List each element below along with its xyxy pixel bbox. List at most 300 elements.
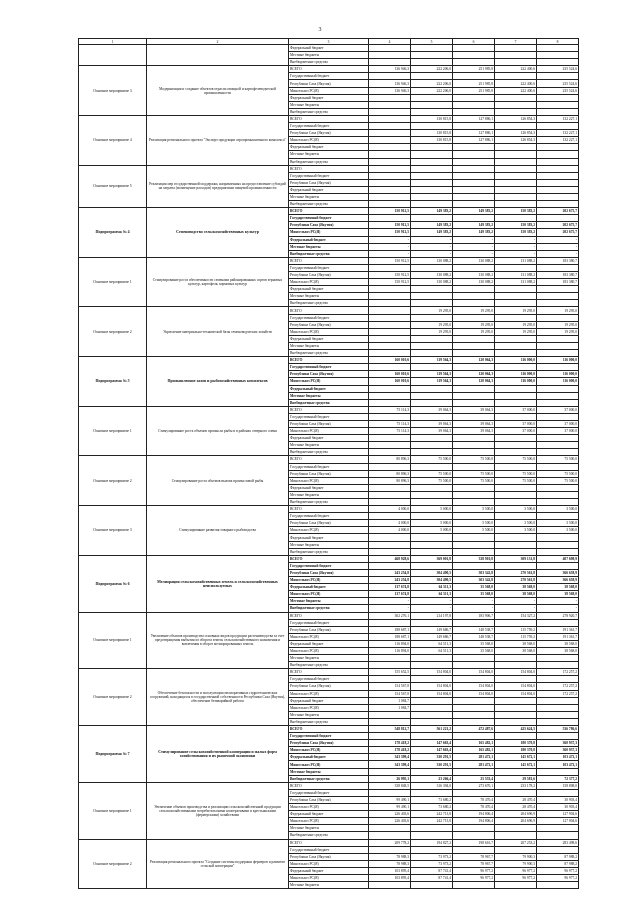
amount-cell: 80 896,3 xyxy=(369,477,411,484)
funding-source-cell: Государственный бюджет xyxy=(289,676,369,683)
amount-cell xyxy=(537,45,579,52)
amount-cell: - xyxy=(369,236,411,243)
amount-cell: 19 295,0 xyxy=(411,307,453,314)
amount-cell xyxy=(537,499,579,506)
amount-cell: 103 472,1 xyxy=(537,754,579,761)
amount-cell: 3 500,0 xyxy=(495,506,537,513)
funding-source-cell: Государственный бюджет xyxy=(289,513,369,520)
amount-cell xyxy=(369,364,411,371)
amount-cell: 302 276,1 xyxy=(369,612,411,619)
amount-cell xyxy=(537,286,579,293)
amount-cell: 130 088,2 xyxy=(453,257,495,264)
amount-cell: 343 399,4 xyxy=(369,754,411,761)
amount-cell xyxy=(411,172,453,179)
amount-cell: 75 114,3 xyxy=(369,428,411,435)
amount-cell xyxy=(453,484,495,491)
funding-source-cell: Государственный бюджет xyxy=(289,562,369,569)
amount-cell: 75 114,3 xyxy=(369,406,411,413)
event-description-cell xyxy=(147,45,289,66)
amount-cell: 87 741,4 xyxy=(411,874,453,881)
amount-cell: 147 663,4 xyxy=(411,747,453,754)
event-description-cell: Стимулирование роста обеспеченности семенами районированных сортов зерновых культур, картофеля, кормовых культур xyxy=(147,257,289,307)
amount-cell: 131 088,2 xyxy=(495,257,537,264)
amount-cell: - xyxy=(453,605,495,612)
amount-cell: 4 000,0 xyxy=(369,520,411,527)
amount-cell xyxy=(537,832,579,839)
amount-cell: 30 903,4 xyxy=(537,796,579,803)
amount-cell xyxy=(411,662,453,669)
amount-cell: 26 995,1 xyxy=(369,775,411,782)
amount-cell xyxy=(453,392,495,399)
amount-cell xyxy=(453,293,495,300)
amount-cell: 4 000,0 xyxy=(369,506,411,513)
amount-cell: 330 291,5 xyxy=(411,754,453,761)
amount-cell: 149 383,2 xyxy=(453,222,495,229)
event-description-cell: Стимулирование сельскохозяйственной кооперации и малых форм хозяйствования и их рыночной экономики xyxy=(147,726,289,783)
amount-cell xyxy=(537,534,579,541)
amount-cell: 188 687,1 xyxy=(369,626,411,633)
amount-cell: - xyxy=(537,598,579,605)
amount-cell: 75 500,0 xyxy=(411,456,453,463)
amount-cell: 194 827,2 xyxy=(411,839,453,846)
amount-cell xyxy=(453,499,495,506)
amount-cell: 154 804,0 xyxy=(453,683,495,690)
amount-cell xyxy=(453,144,495,151)
amount-cell xyxy=(411,718,453,725)
funding-source-cell: Внебюджетные средства xyxy=(289,775,369,782)
funding-source-cell: Внебюджетные средства xyxy=(289,832,369,839)
amount-cell xyxy=(453,442,495,449)
amount-cell xyxy=(495,314,537,321)
funding-source-cell: Минсельхоз РС(Я) xyxy=(289,860,369,867)
amount-cell: 5 000,0 xyxy=(411,520,453,527)
amount-cell: 37 000,0 xyxy=(495,428,537,435)
amount-cell: 35 568,0 xyxy=(453,647,495,654)
amount-cell xyxy=(411,350,453,357)
amount-cell: - xyxy=(495,236,537,243)
amount-cell: 25 533,4 xyxy=(453,775,495,782)
amount-cell xyxy=(411,264,453,271)
amount-cell: 103 895,4 xyxy=(369,867,411,874)
amount-cell xyxy=(369,52,411,59)
event-name-cell: Основное мероприятие 4 xyxy=(79,115,147,165)
budget-table xyxy=(78,38,579,889)
event-description-cell: Семеноводство сельскохозяйственных культур xyxy=(147,208,289,258)
funding-source-cell: Государственный бюджет xyxy=(289,264,369,271)
funding-source-cell: Федеральный бюджет xyxy=(289,94,369,101)
amount-cell xyxy=(453,718,495,725)
amount-cell xyxy=(537,350,579,357)
amount-cell xyxy=(369,158,411,165)
amount-cell xyxy=(453,342,495,349)
amount-cell: 1 084,7 xyxy=(369,704,411,711)
amount-cell: 126 854,3 xyxy=(495,137,537,144)
amount-cell xyxy=(537,825,579,832)
amount-cell xyxy=(537,413,579,420)
amount-cell xyxy=(537,73,579,80)
amount-cell: 3 500,0 xyxy=(537,520,579,527)
amount-cell: 154 804,0 xyxy=(411,669,453,676)
amount-cell xyxy=(453,704,495,711)
event-name-cell: Основное мероприятие 1 xyxy=(79,257,147,307)
event-name-cell: Подпрограмма № 5 xyxy=(79,357,147,407)
table-row xyxy=(79,208,579,215)
amount-cell xyxy=(369,193,411,200)
amount-cell: 19 295,0 xyxy=(411,321,453,328)
amount-cell xyxy=(537,314,579,321)
amount-cell: 38 568,0 xyxy=(537,647,579,654)
funding-source-cell: Федеральный бюджет xyxy=(289,484,369,491)
amount-cell xyxy=(369,789,411,796)
amount-cell: 222 400,6 xyxy=(495,66,537,73)
amount-cell: 204 696,9 xyxy=(495,818,537,825)
amount-cell: 75 500,0 xyxy=(453,456,495,463)
amount-cell: 116 000,0 xyxy=(537,371,579,378)
amount-cell: 99 490,1 xyxy=(369,804,411,811)
amount-cell xyxy=(369,513,411,520)
funding-source-cell: Республики Саха (Якутия) xyxy=(289,222,369,229)
amount-cell xyxy=(369,541,411,548)
table-row xyxy=(79,357,579,364)
funding-source-cell: Внебюджетные средства xyxy=(289,158,369,165)
amount-cell xyxy=(537,449,579,456)
amount-cell xyxy=(411,676,453,683)
amount-cell xyxy=(453,335,495,342)
amount-cell: 78 470,4 xyxy=(453,796,495,803)
amount-cell xyxy=(369,825,411,832)
funding-source-cell: Федеральный бюджет xyxy=(289,186,369,193)
amount-cell xyxy=(453,435,495,442)
amount-cell: 165 482,1 xyxy=(453,740,495,747)
amount-cell: 116 894,0 xyxy=(369,647,411,654)
event-description-cell: Укрепление материально-технической базы семеноводческих хозяйств xyxy=(147,307,289,357)
amount-cell xyxy=(537,52,579,59)
amount-cell: 116 000,0 xyxy=(495,371,537,378)
amount-cell xyxy=(411,59,453,66)
event-description-cell: Увеличение объемов производства основных видов продукции растениеводства за счет предотвращения выбытия из оборота земель сельскохозяйственного назначения и вовлечения в оборот мелиорированных земель xyxy=(147,612,289,669)
funding-source-cell: Республики Саха (Якутия) xyxy=(289,626,369,633)
amount-cell: 235 524,6 xyxy=(537,80,579,87)
funding-source-cell: Минсельхоз РС(Я) xyxy=(289,747,369,754)
amount-cell: 73 680,2 xyxy=(411,796,453,803)
amount-cell xyxy=(453,314,495,321)
funding-source-cell: Минсельхоз РС(Я) xyxy=(289,328,369,335)
amount-cell xyxy=(537,385,579,392)
funding-source-cell: Государственный бюджет xyxy=(289,619,369,626)
amount-cell: 39 064,3 xyxy=(411,428,453,435)
event-name-cell: Основное мероприятие 2 xyxy=(79,669,147,726)
amount-cell xyxy=(453,399,495,406)
event-description-cell: Реализация регионального проекта "Создание системы поддержки фермеров и развитие сельской кооперации" xyxy=(147,839,289,889)
amount-cell: 183 380,7 xyxy=(537,272,579,279)
amount-cell xyxy=(453,449,495,456)
funding-source-cell: ВСЕГО xyxy=(289,456,369,463)
amount-cell xyxy=(453,832,495,839)
amount-cell: 127 904,6 xyxy=(537,811,579,818)
amount-cell xyxy=(411,300,453,307)
amount-cell: 37 000,0 xyxy=(537,420,579,427)
amount-cell xyxy=(369,179,411,186)
amount-cell xyxy=(369,449,411,456)
amount-cell xyxy=(537,158,579,165)
amount-cell xyxy=(453,676,495,683)
amount-cell: 150 912,5 xyxy=(369,279,411,286)
amount-cell xyxy=(495,484,537,491)
amount-cell xyxy=(537,101,579,108)
amount-cell xyxy=(369,286,411,293)
funding-source-cell: Внебюджетные средства xyxy=(289,499,369,506)
amount-cell xyxy=(411,413,453,420)
amount-cell xyxy=(453,45,495,52)
amount-cell xyxy=(453,165,495,172)
amount-cell: 226 403,6 xyxy=(369,811,411,818)
funding-source-cell: Государственный бюджет xyxy=(289,733,369,740)
amount-cell: 304 490,5 xyxy=(411,569,453,576)
table-row xyxy=(79,45,579,52)
amount-cell: 75 500,0 xyxy=(453,477,495,484)
amount-cell: 73 973,2 xyxy=(411,853,453,860)
amount-cell: 147 663,4 xyxy=(411,740,453,747)
event-name-cell: Подпрограмма № 7 xyxy=(79,726,147,783)
amount-cell: 73 973,2 xyxy=(411,860,453,867)
amount-cell: 5 500,0 xyxy=(453,520,495,527)
amount-cell: 132 227,1 xyxy=(537,130,579,137)
amount-cell: - xyxy=(537,236,579,243)
amount-cell xyxy=(369,882,411,889)
column-header: 6 xyxy=(453,39,495,45)
event-description-cell: Мелиорация сельскохозяйственных земель и сельскохозяйственных неиспользуемых xyxy=(147,555,289,612)
amount-cell xyxy=(453,123,495,130)
table-row xyxy=(79,115,579,122)
amount-cell xyxy=(411,193,453,200)
amount-cell xyxy=(495,172,537,179)
amount-cell xyxy=(411,491,453,498)
amount-cell xyxy=(411,158,453,165)
amount-cell: 115 759,2 xyxy=(495,626,537,633)
amount-cell xyxy=(369,335,411,342)
amount-cell xyxy=(369,300,411,307)
event-description-cell: Реализация регионального проекта "Экспорт продукции агропромышленного комплекса" xyxy=(147,115,289,165)
amount-cell: 80 896,3 xyxy=(369,456,411,463)
event-name-cell: Основное мероприятие 3 xyxy=(79,66,147,116)
amount-cell: 338 848,5 xyxy=(369,782,411,789)
amount-cell: 222 400,6 xyxy=(495,80,537,87)
funding-source-cell: Местные бюджеты xyxy=(289,491,369,498)
amount-cell: 38 568,0 xyxy=(495,584,537,591)
funding-source-cell: Местные бюджеты xyxy=(289,882,369,889)
funding-source-cell: Федеральный бюджет xyxy=(289,754,369,761)
amount-cell xyxy=(369,264,411,271)
funding-source-cell: ВСЕГО xyxy=(289,506,369,513)
amount-cell xyxy=(537,335,579,342)
amount-cell: 149 383,2 xyxy=(411,208,453,215)
amount-cell: 28 470,4 xyxy=(495,804,537,811)
amount-cell xyxy=(537,392,579,399)
amount-cell: 30 903,4 xyxy=(537,804,579,811)
amount-cell xyxy=(369,73,411,80)
amount-cell xyxy=(411,846,453,853)
amount-cell xyxy=(495,491,537,498)
amount-cell: 172 257,2 xyxy=(537,690,579,697)
funding-source-cell: Местные бюджеты xyxy=(289,52,369,59)
amount-cell: 242 713,8 xyxy=(411,818,453,825)
amount-cell: 304 490,5 xyxy=(411,577,453,584)
amount-cell: 132 227,1 xyxy=(537,115,579,122)
amount-cell xyxy=(495,768,537,775)
amount-cell: 149 383,2 xyxy=(453,229,495,236)
amount-cell xyxy=(537,655,579,662)
amount-cell: 64 511,3 xyxy=(411,640,453,647)
amount-cell: 131 088,2 xyxy=(495,272,537,279)
amount-cell: 180 370,8 xyxy=(495,747,537,754)
amount-cell xyxy=(495,300,537,307)
amount-cell: 132 227,1 xyxy=(537,137,579,144)
amount-cell xyxy=(453,73,495,80)
amount-cell xyxy=(537,697,579,704)
funding-source-cell: Местные бюджеты xyxy=(289,293,369,300)
amount-cell: 130 815,8 xyxy=(411,115,453,122)
amount-cell: - xyxy=(411,598,453,605)
funding-source-cell: Государственный бюджет xyxy=(289,364,369,371)
table-row xyxy=(79,307,579,314)
amount-cell: - xyxy=(411,605,453,612)
amount-cell: 96 977,2 xyxy=(495,867,537,874)
amount-cell: 183 906,7 xyxy=(453,612,495,619)
amount-cell: 270 561,8 xyxy=(495,569,537,576)
amount-cell: 150 912,5 xyxy=(369,229,411,236)
amount-cell: 150 383,2 xyxy=(495,222,537,229)
amount-cell: 64 511,3 xyxy=(411,647,453,654)
amount-cell xyxy=(453,108,495,115)
amount-cell: 338 910,8 xyxy=(453,555,495,562)
amount-cell xyxy=(495,882,537,889)
amount-cell xyxy=(411,442,453,449)
funding-source-cell: Республики Саха (Якутия) xyxy=(289,321,369,328)
funding-source-cell: Федеральный бюджет xyxy=(289,584,369,591)
funding-source-cell: Федеральный бюджет xyxy=(289,534,369,541)
funding-source-cell: Федеральный бюджет xyxy=(289,385,369,392)
amount-cell: 222 206,0 xyxy=(411,80,453,87)
funding-source-cell: Минсельхоз РС(Я) xyxy=(289,647,369,654)
amount-cell: 130 088,2 xyxy=(453,279,495,286)
funding-source-cell: Федеральный бюджет xyxy=(289,144,369,151)
amount-cell xyxy=(411,385,453,392)
amount-cell: 5 500,0 xyxy=(453,506,495,513)
amount-cell xyxy=(537,264,579,271)
amount-cell: 116 000,0 xyxy=(495,357,537,364)
amount-cell xyxy=(411,73,453,80)
amount-cell xyxy=(453,697,495,704)
amount-cell xyxy=(453,364,495,371)
table-row xyxy=(79,612,579,619)
amount-cell: 64 511,3 xyxy=(411,591,453,598)
amount-cell xyxy=(369,662,411,669)
amount-cell xyxy=(495,123,537,130)
column-header: 1 xyxy=(79,39,147,45)
amount-cell: 150 912,5 xyxy=(369,272,411,279)
funding-source-cell: Местные бюджеты xyxy=(289,342,369,349)
amount-cell xyxy=(369,484,411,491)
amount-cell: 154 804,0 xyxy=(453,669,495,676)
amount-cell xyxy=(537,300,579,307)
amount-cell xyxy=(453,52,495,59)
amount-cell: - xyxy=(411,236,453,243)
amount-cell xyxy=(495,718,537,725)
funding-source-cell: Внебюджетные средства xyxy=(289,662,369,669)
amount-cell: 35 568,0 xyxy=(453,591,495,598)
amount-cell xyxy=(537,201,579,208)
amount-cell: 281 472,1 xyxy=(453,761,495,768)
funding-source-cell: Федеральный бюджет xyxy=(289,435,369,442)
amount-cell: 19 295,0 xyxy=(537,328,579,335)
amount-cell: 115 759,2 xyxy=(495,633,537,640)
amount-cell xyxy=(495,711,537,718)
funding-source-cell: Минсельхоз РС(Я) xyxy=(289,874,369,881)
amount-cell: 154 804,0 xyxy=(411,683,453,690)
amount-cell: 39 064,3 xyxy=(453,406,495,413)
amount-cell xyxy=(495,179,537,186)
amount-cell: - xyxy=(411,250,453,257)
funding-source-cell: Республики Саха (Якутия) xyxy=(289,130,369,137)
amount-cell xyxy=(411,882,453,889)
event-description-cell: Увеличение объемов производства и реализации сельскохозяйственной продукции сельскохозяйственными потребительскими кооперативами и крестьянскими (фермерскими) хозяйствами xyxy=(147,782,289,839)
amount-cell xyxy=(369,442,411,449)
funding-source-cell: Республики Саха (Якутия) xyxy=(289,683,369,690)
funding-source-cell: Республики Саха (Якутия) xyxy=(289,796,369,803)
amount-cell: 126 854,3 xyxy=(495,130,537,137)
amount-cell: 137 674,8 xyxy=(369,591,411,598)
funding-source-cell: Государственный бюджет xyxy=(289,314,369,321)
funding-source-cell: Минсельхоз РС(Я) xyxy=(289,690,369,697)
amount-cell xyxy=(537,399,579,406)
amount-cell: 64 511,3 xyxy=(411,584,453,591)
amount-cell xyxy=(369,846,411,853)
amount-cell xyxy=(369,314,411,321)
funding-source-cell: Местные бюджеты xyxy=(289,541,369,548)
amount-cell: - xyxy=(495,243,537,250)
amount-cell: 38 568,0 xyxy=(495,647,537,654)
amount-cell xyxy=(453,733,495,740)
table-row xyxy=(79,165,579,172)
funding-source-cell: Государственный бюджет xyxy=(289,789,369,796)
funding-source-cell: Минсельхоз РС(Я) xyxy=(289,279,369,286)
amount-cell xyxy=(369,718,411,725)
amount-cell: 75 114,3 xyxy=(369,420,411,427)
amount-cell: 154 567,8 xyxy=(369,690,411,697)
funding-source-cell: Минсельхоз РС(Я) xyxy=(289,477,369,484)
amount-cell: 19 295,0 xyxy=(537,321,579,328)
amount-cell xyxy=(495,108,537,115)
amount-cell: 3 500,0 xyxy=(537,527,579,534)
amount-cell: 145 672,1 xyxy=(495,761,537,768)
amount-cell xyxy=(495,789,537,796)
amount-cell xyxy=(495,399,537,406)
amount-cell xyxy=(453,825,495,832)
funding-source-cell: Минсельхоз РС(Я) xyxy=(289,378,369,385)
amount-cell xyxy=(453,201,495,208)
amount-cell: 145 672,1 xyxy=(495,754,537,761)
amount-cell: 75 500,0 xyxy=(537,456,579,463)
amount-cell: 19 295,0 xyxy=(453,321,495,328)
amount-cell xyxy=(453,101,495,108)
funding-source-cell: Местные бюджеты xyxy=(289,442,369,449)
amount-cell xyxy=(495,733,537,740)
funding-source-cell: Внебюджетные средства xyxy=(289,201,369,208)
funding-source-cell: Местные бюджеты xyxy=(289,101,369,108)
amount-cell: - xyxy=(537,243,579,250)
amount-cell: 360 937,3 xyxy=(537,740,579,747)
funding-source-cell: Государственный бюджет xyxy=(289,123,369,130)
